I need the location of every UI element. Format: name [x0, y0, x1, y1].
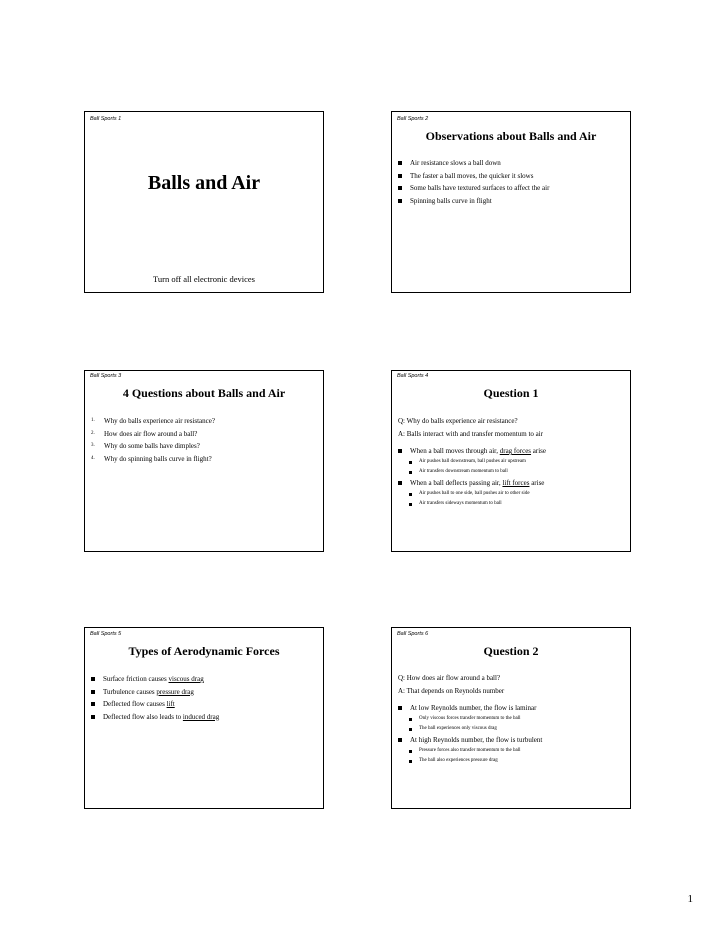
- page-number: 1: [687, 893, 693, 905]
- list-item: [90, 688, 219, 696]
- list-item: At low Reynolds number, the flow is laminar: [397, 704, 542, 712]
- list-item: At high Reynolds number, the flow is turbulent: [397, 736, 542, 744]
- text-fragment: Surface friction causes: [103, 675, 169, 683]
- item-text: Why do spinning balls curve in flight?: [104, 454, 212, 463]
- question-text: Q: How does air flow around a ball?: [398, 674, 501, 682]
- item-number: 1.: [91, 418, 95, 423]
- sub-item: Air pushes ball downstream, ball pushes air upstream: [397, 459, 546, 465]
- answer-text: A: That depends on Reynolds number: [398, 687, 505, 695]
- text-fragment: Deflected flow also leads to: [103, 712, 183, 721]
- underlined-term: drag forces: [499, 447, 532, 455]
- item-text: Why do some balls have dimples?: [104, 442, 200, 450]
- sub-item: The ball also experiences pressure drag: [397, 758, 542, 764]
- slide-label: Ball Sports 6: [397, 631, 429, 637]
- bullet-list: [397, 704, 542, 768]
- slide-3: [84, 370, 324, 552]
- text-fragment: When a ball deflects passing air,: [410, 479, 503, 487]
- slide-title: Question 2: [483, 644, 539, 658]
- text-fragment: arise: [529, 479, 545, 487]
- text-fragment: Turbulence causes: [103, 687, 157, 696]
- slide-title: Balls and Air: [147, 172, 261, 194]
- list-item: Some balls have textured surfaces to affect the air: [397, 184, 549, 192]
- sub-item: Pressure forces also transfer momentum to the ball: [397, 748, 542, 754]
- list-item: [90, 675, 219, 683]
- sub-item: Only viscous forces transfer momentum to the ball: [397, 716, 542, 722]
- slide-4: [391, 370, 631, 552]
- item-number: 4.: [91, 455, 95, 461]
- text-fragment: Deflected flow causes: [103, 700, 167, 708]
- slide-label: Ball Sports 5: [90, 631, 122, 637]
- list-item: [91, 442, 215, 450]
- text-fragment: When a ball moves through air,: [410, 447, 500, 455]
- slide-title: Question 1: [483, 386, 539, 400]
- slide-label: Ball Sports 3: [90, 373, 122, 379]
- list-item: Spinning balls curve in flight: [397, 197, 549, 205]
- slide-title: 4 Questions about Balls and Air: [122, 386, 286, 400]
- sub-item: Air transfers sideways momentum to ball: [397, 501, 546, 507]
- slide-6: [391, 627, 631, 809]
- item-text: How does air flow around a ball?: [104, 429, 198, 438]
- answer-text: A: Balls interact with and transfer momentum to air: [398, 430, 544, 438]
- list-item: [91, 417, 215, 425]
- underlined-term: pressure drag: [156, 687, 194, 696]
- list-item: [91, 455, 215, 463]
- bullet-list: [90, 675, 219, 725]
- list-item: [90, 713, 219, 721]
- underlined-term: lift: [166, 700, 175, 708]
- item-number: 3.: [91, 443, 95, 448]
- sub-item: Air transfers downstream momentum to ball: [397, 469, 546, 475]
- question-text: Q: Why do balls experience air resistance?: [398, 417, 518, 425]
- sub-item: The ball experiences only viscous drag: [397, 726, 542, 732]
- bullet-list: [397, 159, 549, 209]
- slide-2: [391, 111, 631, 293]
- text-fragment: arise: [531, 447, 546, 455]
- underlined-term: viscous drag: [168, 675, 204, 683]
- numbered-list: [91, 417, 215, 467]
- slide-title: Types of Aerodynamic Forces: [128, 644, 280, 658]
- slide-subtitle: Turn off all electronic devices: [153, 274, 255, 284]
- underlined-term: lift forces: [502, 479, 530, 487]
- list-item: [397, 447, 546, 455]
- slide-title: Observations about Balls and Air: [425, 129, 597, 143]
- slide-label: Ball Sports 2: [397, 116, 429, 122]
- sub-item: Air pushes ball to one side, ball pushes air to other side: [397, 491, 546, 497]
- item-text: Why do balls experience air resistance?: [104, 417, 215, 425]
- list-item: The faster a ball moves, the quicker it slows: [397, 172, 549, 180]
- item-number: 2.: [91, 430, 95, 436]
- list-item: [91, 430, 215, 438]
- slide-1: [84, 111, 324, 293]
- underlined-term: induced drag: [182, 712, 220, 721]
- bullet-list: [397, 447, 546, 511]
- slide-label: Ball Sports 1: [90, 116, 122, 122]
- list-item: [90, 700, 219, 708]
- list-item: Air resistance slows a ball down: [397, 159, 549, 167]
- slide-5: [84, 627, 324, 809]
- list-item: [397, 479, 546, 487]
- slide-label: Ball Sports 4: [397, 373, 429, 379]
